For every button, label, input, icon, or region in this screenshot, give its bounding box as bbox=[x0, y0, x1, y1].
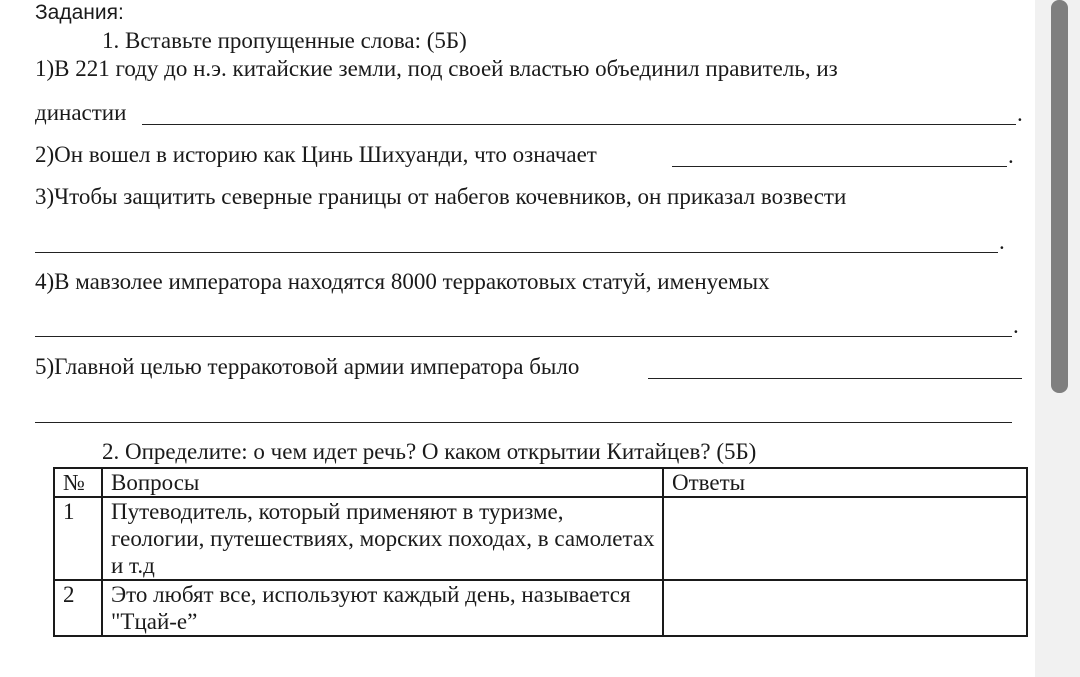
header-number: № bbox=[54, 468, 102, 497]
questions-table bbox=[53, 467, 1028, 637]
row-answer-cell[interactable] bbox=[663, 497, 1027, 580]
header-answers: Ответы bbox=[663, 468, 1027, 497]
question-4: 4)В мавзолее императора находятся 8000 терракотовых статуй, именуемых bbox=[35, 269, 770, 294]
period: . bbox=[1017, 101, 1023, 126]
answer-blank-3[interactable] bbox=[35, 252, 998, 253]
row-number: 2 bbox=[54, 580, 102, 636]
question-1-line-2: династии bbox=[35, 100, 127, 125]
question-2: 2)Он вошел в историю как Цинь Шихуанди, что означает bbox=[35, 142, 597, 167]
answer-blank-5-continued[interactable] bbox=[35, 422, 1012, 423]
question-3: 3)Чтобы защитить северные границы от набегов кочевников, он приказал возвести bbox=[35, 184, 847, 209]
scrollbar-thumb[interactable] bbox=[1051, 0, 1068, 393]
row-question: Путеводитель, который применяют в туризме, геологии, путешествиях, морских походах, в самолетах и т.д bbox=[102, 497, 663, 580]
table-row bbox=[54, 497, 1027, 580]
answer-blank-5[interactable] bbox=[648, 378, 1022, 379]
table-row bbox=[54, 580, 1027, 636]
period: . bbox=[1008, 143, 1014, 168]
question-1-line-1: 1)В 221 году до н.э. китайские земли, под своей властью объединил правитель, из bbox=[35, 56, 838, 81]
row-question: Это любят все, используют каждый день, называется "Тцай-е” bbox=[102, 580, 663, 636]
answer-blank-1[interactable] bbox=[142, 124, 1016, 125]
answer-blank-4[interactable] bbox=[35, 336, 1012, 337]
period: . bbox=[999, 229, 1005, 254]
row-answer-cell[interactable] bbox=[663, 580, 1027, 636]
row-number: 1 bbox=[54, 497, 102, 580]
question-5: 5)Главной целью терракотовой армии императора было bbox=[35, 354, 580, 379]
task2-title: 2. Определите: о чем идет речь? О каком открытии Китайцев? (5Б) bbox=[102, 439, 757, 464]
section-header: Задания: bbox=[35, 1, 124, 24]
answer-blank-2[interactable] bbox=[672, 166, 1007, 167]
header-questions: Вопросы bbox=[102, 468, 663, 497]
task1-title: 1. Вставьте пропущенные слова: (5Б) bbox=[102, 28, 467, 53]
table-header-row bbox=[54, 468, 1027, 497]
period: . bbox=[1013, 313, 1019, 338]
